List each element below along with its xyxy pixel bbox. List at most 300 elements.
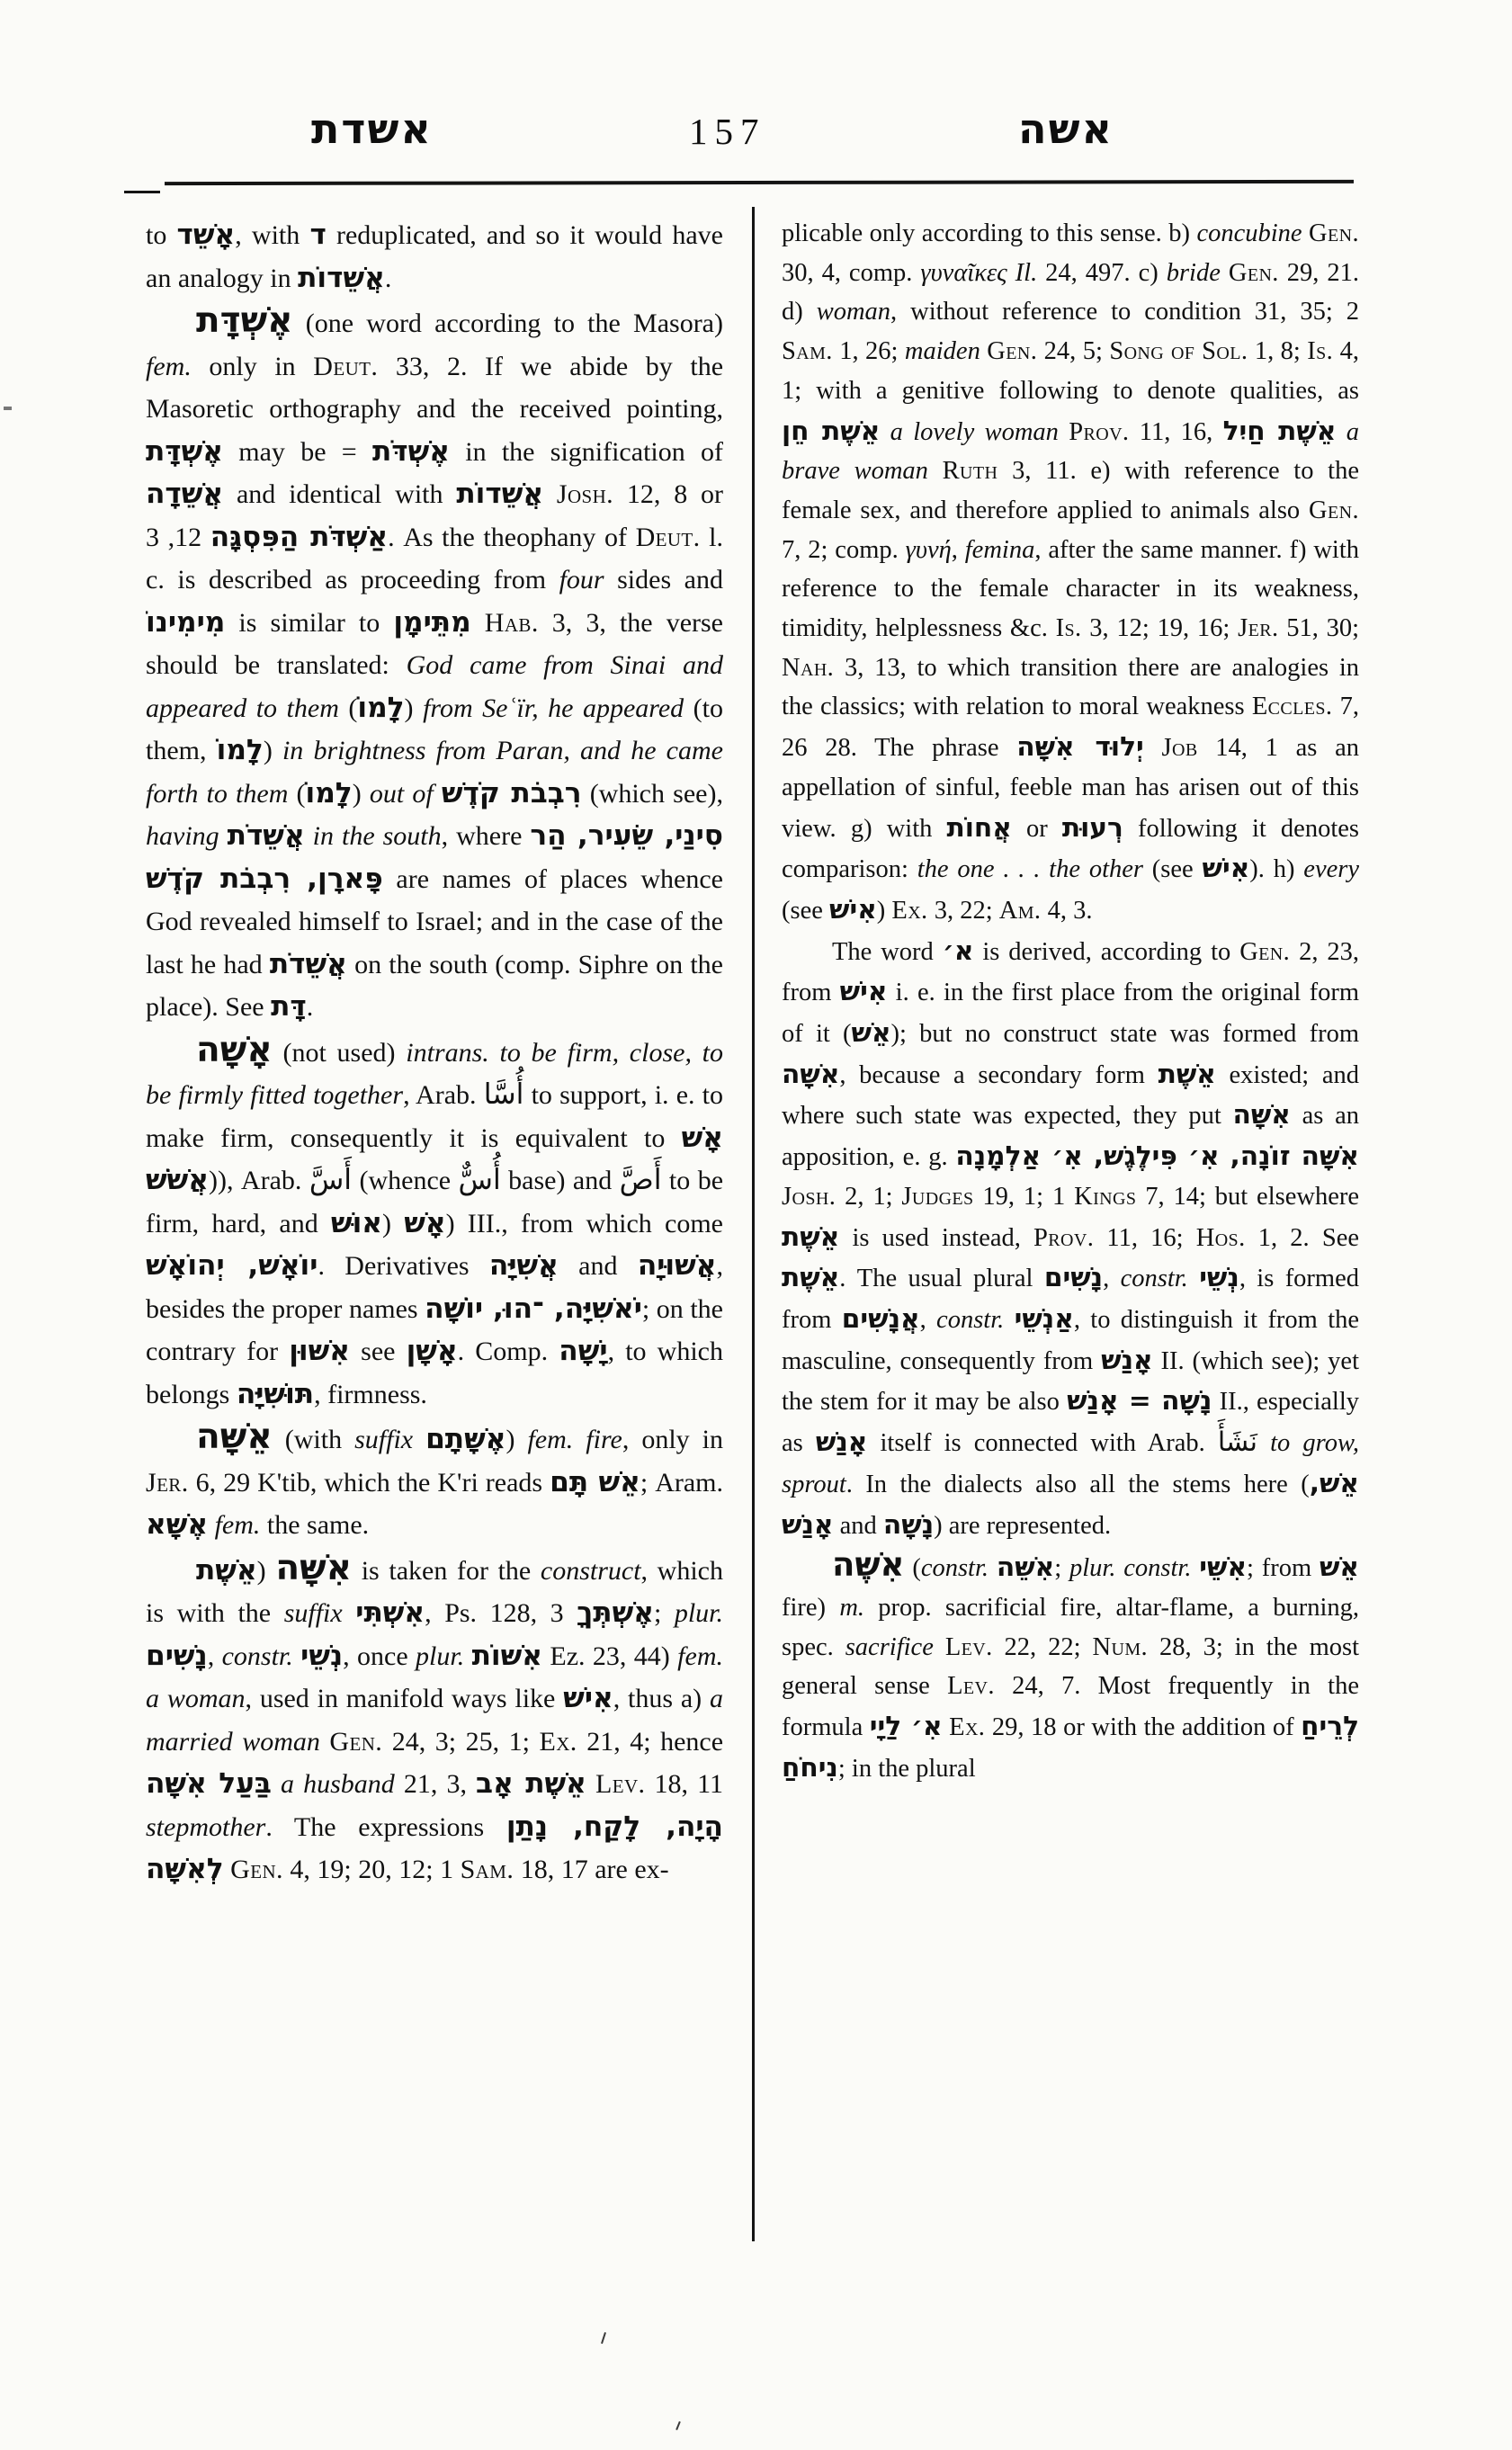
body-text: as an apposition, e. g. — [782, 1102, 1359, 1172]
hebrew-headword: אִשֶּׁה — [832, 1545, 905, 1585]
body-text: 33, 2. If we abide by the Masoretic orthography and the received pointing, — [146, 351, 723, 424]
body-text: ). h) — [1249, 855, 1304, 884]
body-text: 29, 21. d) — [782, 258, 1359, 326]
body-text: ) — [263, 736, 282, 765]
reference-citation: Deut. — [635, 522, 701, 552]
body-text: 3, 22; — [927, 896, 999, 925]
body-text: . In the dialects also all the stems here ( — [845, 1470, 1310, 1498]
entry-paragraph — [146, 1547, 723, 1891]
hebrew-text: אִשּׁוּן — [289, 1335, 350, 1367]
reference-citation: Sam. — [460, 1855, 514, 1884]
hebrew-text: אֶשְׁתְּךָ — [577, 1596, 654, 1629]
body-text: reduplicated, and so it would have an analogy in — [146, 220, 723, 293]
body-text: (which see), — [581, 778, 723, 809]
body-text: is derived, according to — [973, 937, 1240, 966]
page-number: 157 — [689, 111, 766, 152]
body-text: (whence — [352, 1166, 459, 1195]
body-text: , — [951, 535, 965, 564]
body-text: (not used) — [272, 1037, 407, 1068]
body-text — [489, 1038, 500, 1068]
hebrew-text: אָשׁ — [681, 1121, 723, 1154]
body-text: 51, 30; — [1278, 614, 1359, 643]
reference-citation: Nah. — [782, 653, 835, 682]
hebrew-text: אַנְשֵׁי — [1014, 1301, 1074, 1334]
body-text — [1191, 1554, 1199, 1582]
italic-text: constr. — [936, 1305, 1005, 1334]
body-text: 1, 26; — [832, 337, 905, 366]
body-text: on the south (comp. Siphre on the place). See — [146, 949, 723, 1022]
reference-citation: Lev. — [595, 1769, 646, 1799]
italic-text: intrans. — [406, 1037, 489, 1068]
hebrew-text: דָּת — [271, 990, 307, 1023]
italic-text: plur. — [416, 1641, 465, 1671]
reference-citation: Prov. — [1033, 1223, 1095, 1252]
body-text: l. c. is described as proceeding from — [146, 522, 723, 595]
hebrew-text: נָשִׁים — [1043, 1261, 1104, 1293]
body-text: sides and — [604, 565, 723, 595]
entry-paragraph — [146, 1416, 723, 1547]
body-text: , thus a) — [613, 1684, 710, 1713]
arabic-text: أَسَّ — [309, 1164, 353, 1196]
hebrew-text: נָשָׁה — [882, 1507, 935, 1540]
body-text: , to which belongs — [146, 1337, 723, 1409]
body-text: 3, 12; 19, 16; — [1081, 614, 1239, 643]
body-text — [1004, 1306, 1014, 1334]
italic-text: every — [1303, 855, 1359, 884]
italic-text: having — [146, 821, 219, 851]
body-text: . The usual plural — [839, 1265, 1044, 1293]
hebrew-text: אֲשִׁיָּה — [488, 1249, 559, 1282]
italic-text: to be firm, close, to be firmly fitted together — [146, 1037, 723, 1110]
reference-citation: Gen. — [1309, 496, 1359, 524]
hebrew-text: אִשָּׁה — [782, 1057, 840, 1089]
hebrew-text: אִשֵּׁי — [1199, 1551, 1248, 1583]
hebrew-text: נָשָׁה = אָנַשׁ — [1067, 1384, 1212, 1417]
body-text: fire) — [782, 1593, 840, 1622]
body-text: to support, i. e. to make firm, consequently it is equivalent to — [146, 1080, 723, 1153]
italic-text: plur. — [674, 1598, 723, 1628]
body-text: , where — [441, 821, 531, 851]
reference-citation: Prov. — [1069, 417, 1130, 446]
body-text: ) III., from which come — [445, 1208, 723, 1238]
body-text — [219, 821, 228, 851]
entry-paragraph — [782, 1545, 1359, 1788]
hebrew-text: אֵשׁ תָּם — [550, 1465, 640, 1498]
reference-citation: Hos. — [1195, 1223, 1246, 1252]
italic-text: suffix — [354, 1425, 414, 1454]
body-text: (see — [782, 896, 830, 925]
body-text: 29, 18 or with the addition of — [985, 1713, 1302, 1742]
body-text — [1257, 1429, 1270, 1457]
hebrew-headword: אֵשָּׁה — [196, 1417, 273, 1457]
body-text: 7, 26 28. The phrase — [782, 693, 1359, 763]
hebrew-text: אֲשֵׁדוֹת — [298, 261, 385, 294]
reference-citation: Lev. — [947, 1672, 995, 1701]
body-text: and — [558, 1251, 638, 1281]
entry-paragraph — [146, 1029, 723, 1417]
body-text — [471, 608, 485, 638]
body-text: see — [350, 1337, 407, 1366]
hebrew-text: אָנַשׁ — [1101, 1343, 1153, 1375]
body-text: the same. — [260, 1510, 370, 1540]
body-text: ; from — [1247, 1554, 1320, 1583]
italic-text: a brave woman — [782, 417, 1359, 486]
body-text — [434, 779, 442, 809]
body-text: are names of places whence God revealed himself to Israel; and in the case of the last he had — [146, 863, 723, 979]
body-text — [1144, 734, 1162, 762]
hebrew-text: אֲחוֹת — [946, 810, 1012, 843]
body-text: only in — [191, 351, 314, 381]
continuation-paragraph — [146, 214, 723, 300]
body-text: and — [833, 1511, 883, 1540]
reference-citation: Gen. — [1228, 258, 1279, 287]
hebrew-text: הָיָה, לָקַח, נָתַן לְאִשָּׁה — [146, 1810, 723, 1885]
italic-text: concubine — [1196, 219, 1302, 247]
body-text: itself is connected with Arab. — [867, 1429, 1218, 1458]
italic-text: fem. — [146, 351, 192, 381]
hebrew-text: תּוּשִׁיָּה — [236, 1377, 315, 1410]
hebrew-text: סִינַי, שֵׂעִיר, הַר פָּארָן, רִבְבֹת קֹדֶשׁ — [146, 819, 723, 895]
body-text: , with — [235, 220, 310, 250]
entry-paragraph — [782, 931, 1359, 1546]
body-text — [1007, 259, 1015, 287]
body-text: may be = — [223, 436, 372, 467]
body-text: ( — [209, 1166, 219, 1195]
body-text: ) — [404, 693, 424, 723]
body-text: , only in — [622, 1425, 723, 1454]
body-text: ; Aram. — [640, 1467, 723, 1498]
hebrew-text: אֶשְׁדָּת — [146, 434, 223, 468]
body-text: . Derivatives — [318, 1251, 489, 1281]
hebrew-text: אֵשֶׁת — [782, 1261, 840, 1293]
body-text: 24, 5; — [1037, 337, 1110, 366]
hebrew-text: אִשְׁתִּי — [355, 1596, 425, 1629]
hebrew-text: אֶשְׁדֹּת — [371, 434, 450, 468]
body-text: 4, 1; with a genitive following to denote qualities, as — [782, 337, 1359, 405]
arabic-text: أُسٌّ — [458, 1164, 501, 1196]
body-text: . Comp. — [457, 1337, 559, 1366]
body-text — [413, 1425, 425, 1454]
right-column — [782, 214, 1359, 2243]
italic-text: in brightness from Paran, and he came forth to them — [146, 736, 723, 809]
body-text: ( — [904, 1554, 921, 1583]
italic-text: fem. fire — [527, 1425, 622, 1454]
body-text — [464, 1641, 471, 1671]
italic-text: to grow, sprout — [782, 1429, 1359, 1498]
body-text: 2, 1; — [836, 1182, 902, 1211]
reference-citation: Gen. — [329, 1726, 383, 1757]
body-text: . — [306, 992, 314, 1022]
body-text — [343, 1598, 356, 1628]
hebrew-text: אֶשָּׁתָם — [425, 1423, 506, 1455]
hebrew-text: יֹאשִׁיָּה, ־הוּ, יוֹשָׁה — [425, 1292, 642, 1325]
body-text: ) — [876, 896, 892, 925]
italic-text: constr. — [920, 1554, 989, 1583]
body-text: 24, 497. c) — [1037, 258, 1167, 287]
hebrew-headword: אָשָׁה — [196, 1029, 273, 1070]
continuation-paragraph — [782, 214, 1359, 931]
reference-citation: Num. — [1092, 1632, 1149, 1661]
body-text: ; — [1054, 1554, 1069, 1583]
italic-text: m. — [839, 1593, 865, 1622]
hebrew-text: אֵשֶׁת אָב — [476, 1767, 586, 1800]
body-text: or — [1011, 814, 1062, 843]
body-text: 1, 8; — [1248, 337, 1308, 366]
body-text: (with — [272, 1425, 355, 1454]
body-text: ), Arab. — [218, 1166, 309, 1195]
body-text: 2, 23, from — [782, 937, 1359, 1007]
hebrew-text: אֲנָשִׁים — [841, 1301, 920, 1334]
body-text: . — [384, 263, 392, 293]
body-text: 19, 1; 1 — [973, 1182, 1075, 1211]
body-text — [880, 418, 890, 446]
hebrew-text: רִבְבֹת קֹדֶשׁ — [441, 776, 582, 809]
reference-citation: Ex. — [891, 896, 928, 925]
reference-citation: Kings — [1074, 1182, 1137, 1211]
hebrew-text: אֲשֵׁדֹת — [269, 947, 347, 980]
italic-text: Il. — [1015, 258, 1038, 287]
reference-citation: Ruth — [942, 457, 998, 486]
hebrew-text: אֵשֶׁת חֵן — [782, 414, 881, 446]
body-text: Ez. 23, 44) — [541, 1641, 678, 1671]
body-text: 6, 29 K'tib, which the K'ri reads — [188, 1467, 550, 1498]
hebrew-text: מִימִינוֹ — [146, 605, 226, 639]
body-text — [586, 1769, 595, 1799]
body-text — [272, 1769, 281, 1799]
body-text: 18, 11 — [645, 1769, 723, 1799]
reference-citation: Gen. — [1239, 937, 1291, 966]
column-divider — [752, 207, 755, 2241]
body-text — [1336, 418, 1346, 446]
body-text: ; in the plural — [837, 1754, 976, 1783]
hebrew-text: יוֹאָשׁ, יְהוֹאָשׁ — [146, 1249, 318, 1282]
arabic-text: أُسَّا — [483, 1078, 524, 1111]
hebrew-text: אוּשׁ — [330, 1206, 382, 1239]
body-text: ; — [653, 1598, 675, 1628]
header-rule-dash — [124, 191, 160, 193]
hebrew-text: אֵשׁ, אָנַשׁ — [782, 1466, 1359, 1540]
reference-citation: Hab. — [484, 607, 539, 638]
body-text: , without reference to condition 31, 35; 2 — [890, 298, 1359, 326]
body-text: 3, 11. e) with reference to the female sex, and therefore applied to animals also — [782, 457, 1359, 524]
body-text: 21, 3, — [394, 1769, 477, 1799]
body-text: (see — [1142, 855, 1203, 884]
hebrew-headword: אֶשְׁדָּת — [196, 300, 293, 341]
hebrew-text: אִישׁ — [829, 892, 877, 925]
body-text: ( — [288, 778, 306, 809]
body-text: 1, 2. See — [1245, 1223, 1359, 1252]
body-text: ( — [381, 1208, 405, 1238]
hebrew-headword: אִשָּׁה — [275, 1547, 353, 1588]
reference-citation: Gen. — [1309, 219, 1359, 247]
body-text: (one word according to the Masora) — [292, 308, 723, 338]
italic-text: suffix — [283, 1598, 343, 1628]
body-text: to be firm, hard, and — [146, 1166, 723, 1238]
body-text: ); but no construct state was formed from — [890, 1020, 1359, 1049]
reference-citation: Gen. — [987, 337, 1038, 366]
reference-citation: Ex. — [539, 1726, 577, 1757]
reference-citation: Eccles. — [1251, 693, 1333, 721]
body-text: 4, 3. — [1041, 896, 1093, 925]
hebrew-text: מִתֵּימָן — [393, 605, 471, 639]
reference-citation: Job — [1161, 734, 1198, 763]
reference-citation: Am. — [998, 896, 1042, 925]
reference-citation: Is. — [1055, 614, 1082, 643]
body-text: ) — [505, 1425, 528, 1454]
body-text: , which is with the — [146, 1555, 723, 1628]
body-text: , Ps. 128, 3 — [425, 1598, 577, 1628]
greek-text: γυναῖκες — [920, 258, 1007, 287]
body-text: 22, 22; — [992, 1632, 1093, 1661]
reference-citation: Ex. — [949, 1713, 986, 1742]
body-text: ( — [338, 693, 358, 723]
hebrew-text: אֲשֵׁדָה — [146, 478, 224, 510]
body-text: ; on the contrary for — [146, 1293, 723, 1366]
body-text: ( — [256, 1555, 276, 1586]
body-text: II., especially as — [782, 1388, 1359, 1458]
hebrew-text: אֲשֵׁדֹת — [227, 819, 305, 852]
body-text: II. (which see); yet the stem for it may be also — [782, 1346, 1359, 1417]
greek-text: γυνή — [905, 535, 952, 564]
body-text — [320, 1727, 330, 1757]
reference-citation: Judges — [901, 1182, 974, 1211]
body-text: , once — [343, 1641, 416, 1671]
body-text: in the signification of — [449, 436, 723, 467]
reference-citation: Gen. — [230, 1855, 283, 1884]
hebrew-text: בַּעַל אִשָּׁה — [146, 1767, 272, 1800]
hebrew-text: אִישׁ — [1202, 852, 1250, 884]
italic-text: maiden — [904, 337, 980, 366]
body-text: 11, 16, — [1129, 417, 1223, 446]
hebrew-text: אִשָּׁה — [1232, 1098, 1291, 1131]
body-text — [1188, 1265, 1199, 1292]
scan-speck — [4, 407, 12, 410]
body-text — [943, 1713, 950, 1741]
body-text: to — [146, 220, 177, 250]
italic-text: from Seʿïr, he appeared — [423, 693, 684, 723]
italic-text: femina — [964, 535, 1035, 564]
hebrew-text: אַשְׁדֹּת הַפִּסְגָּה — [210, 520, 389, 553]
body-text: . The expressions — [265, 1811, 506, 1842]
hebrew-text: לָמוֹ — [216, 734, 264, 766]
body-text: , — [207, 1641, 222, 1671]
body-text: 14, 1 as an appellation of sinful, feeble man has arisen out of this view. g) with — [782, 734, 1359, 843]
hebrew-text: לְרֵיחַ נִיחֹחַ — [782, 1710, 1359, 1783]
body-text: is taken for the — [352, 1555, 541, 1586]
hebrew-text: רְעוּת — [1061, 810, 1123, 843]
scan-speck — [601, 2332, 606, 2344]
body-text: , is formed from — [782, 1265, 1359, 1334]
body-text — [293, 1641, 300, 1671]
hebrew-text: לָמוֹ — [305, 776, 353, 809]
hebrew-text: אָשׁ — [404, 1206, 446, 1239]
hebrew-text: אִשֵּׁה — [996, 1551, 1055, 1583]
body-text: prop. sacrificial fire, altar-flame, a burning, spec. — [782, 1593, 1359, 1661]
body-text: 24, 3; 25, 1; — [382, 1726, 540, 1757]
reference-citation: Sam. — [782, 337, 833, 366]
header-rule — [165, 180, 1354, 185]
hebrew-text: אֵשֶׁת חַיִל — [1222, 414, 1337, 446]
hebrew-text: אֵשֶׁת — [1158, 1057, 1216, 1089]
hebrew-text: נָשִׁים — [146, 1639, 208, 1672]
body-text: 11, 16; — [1094, 1223, 1196, 1252]
reference-citation: Song of Sol. — [1109, 337, 1248, 366]
body-text: base) and — [500, 1166, 620, 1195]
italic-text: in the south — [312, 821, 442, 851]
body-text — [1302, 219, 1309, 247]
body-text: , to distinguish it from the masculine, consequently from — [782, 1305, 1359, 1375]
entry-paragraph — [146, 300, 723, 1029]
body-text: 7, 2; comp. — [782, 535, 906, 564]
scan-speck — [675, 2421, 681, 2430]
body-text: , Arab. — [403, 1080, 484, 1110]
hebrew-text: אֵשֶׁת — [782, 1220, 840, 1252]
body-text: and identical with — [223, 479, 457, 509]
body-text — [928, 457, 943, 485]
italic-text: a married woman — [146, 1684, 723, 1757]
reference-citation: Jer. — [146, 1467, 189, 1498]
arabic-text: أَصَّ — [619, 1164, 662, 1196]
italic-text: stepmother — [146, 1811, 266, 1842]
body-text: existed; and where such state was expected, they put — [782, 1060, 1359, 1131]
hebrew-text: נְשֵׁי — [1199, 1261, 1239, 1293]
italic-text: constr. — [221, 1641, 293, 1671]
italic-text: fem. — [214, 1510, 261, 1540]
hebrew-text: יְלוּד אִשָּׁה — [1016, 730, 1144, 763]
hebrew-text: לָמוֹ — [357, 691, 405, 724]
body-text: , because a secondary form — [839, 1060, 1159, 1089]
body-text: The word — [832, 937, 943, 966]
body-text: , — [919, 1305, 937, 1334]
hebrew-text: אִשָּׁה זוֹנָה, אִ׳ פִּילֶגֶשׁ, אִ׳ אַלְמָנָה — [955, 1140, 1359, 1172]
hebrew-text: אִישׁ — [563, 1682, 613, 1714]
body-text — [1059, 418, 1069, 446]
italic-text: bride — [1166, 258, 1221, 287]
italic-text: four — [559, 565, 604, 595]
body-text: 30, 4, comp. — [782, 258, 921, 287]
body-text: 18, 17 are ex- — [514, 1855, 669, 1884]
hebrew-text: ד — [309, 219, 327, 251]
header-catchword-left: אשדת — [311, 104, 433, 153]
reference-citation: Is. — [1307, 337, 1334, 366]
hebrew-text: אֵשׁ — [1319, 1551, 1359, 1583]
body-text: , after the same manner. f) with reference to the female character in its weakness, timidity, helplessness &c. — [782, 535, 1359, 643]
italic-text: sacrifice — [845, 1632, 934, 1661]
hebrew-text: א׳ — [942, 934, 974, 966]
body-text — [1221, 259, 1229, 287]
arabic-text: نَشَأَ — [1217, 1426, 1257, 1459]
body-text: ) are represented. — [934, 1511, 1112, 1540]
reference-citation: Jer. — [1238, 614, 1279, 643]
body-text: i. e. in the first place from the original form of it ( — [782, 979, 1359, 1049]
body-text: plicable only according to this sense. b) — [782, 219, 1197, 247]
italic-text: woman — [816, 298, 891, 326]
hebrew-text: יָשָׁה — [559, 1335, 608, 1367]
reference-citation: Josh. — [556, 479, 614, 509]
hebrew-text: אֵשֶׁת — [196, 1553, 257, 1587]
body-text: 12, 8 or — [613, 479, 723, 509]
left-column — [146, 214, 723, 2243]
body-text: 21, 4; hence — [577, 1726, 723, 1757]
body-text: ) — [352, 778, 370, 809]
hebrew-text: אָשֵׁד — [176, 219, 236, 251]
hebrew-text: אֲשׁוּיָה — [637, 1249, 717, 1282]
italic-text: plur. constr. — [1069, 1554, 1192, 1583]
body-text: 12, 3. As the theophany of — [146, 522, 636, 552]
body-text: is used instead, — [839, 1223, 1034, 1252]
body-text: , used in manifold ways like — [245, 1684, 564, 1713]
reference-citation: Lev. — [944, 1632, 993, 1661]
